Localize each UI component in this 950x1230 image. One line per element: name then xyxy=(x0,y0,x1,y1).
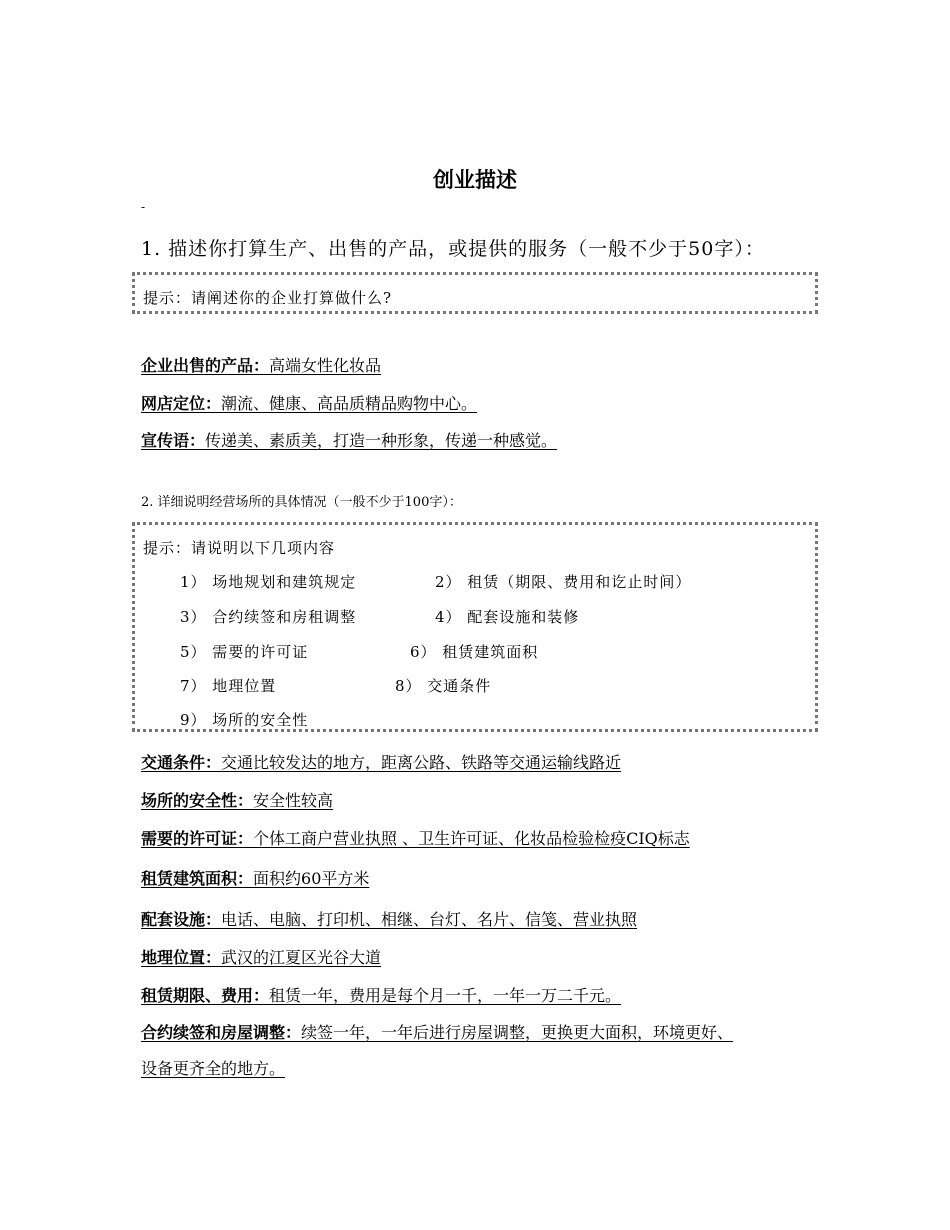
license-value: 个体工商户营业执照 、卫生许可证、化妆品检验检疫CIQ标志 xyxy=(253,829,690,848)
hint-item: 2） 租赁（期限、费用和讫止时间） xyxy=(435,573,692,591)
positioning-line xyxy=(141,391,477,414)
hint-item: 1） 场地规划和建筑规定 xyxy=(180,573,357,591)
question-1: 1. 描述你打算生产、出售的产品，或提供的服务（一般不少于50字）： xyxy=(141,238,765,260)
product-line xyxy=(141,353,381,376)
question-2: 2. 详细说明经营场所的具体情况（一般不少于100字）： xyxy=(141,495,462,510)
product-value: 高端女性化妆品 xyxy=(269,356,382,375)
hint-item: 6） 租赁建筑面积 xyxy=(410,643,539,661)
renewal-line xyxy=(141,1020,733,1043)
hint-item: 5） 需要的许可证 xyxy=(180,643,309,661)
lease-label: 租赁期限、费用： xyxy=(141,986,270,1005)
renewal-continuation: 设备更齐全的地方。 xyxy=(141,1059,286,1078)
renewal-label: 合约续签和房屋调整： xyxy=(141,1023,302,1042)
traffic-label: 交通条件： xyxy=(141,753,222,772)
location-value: 武汉的江夏区光谷大道 xyxy=(221,948,382,967)
dash-mark: - xyxy=(141,200,146,214)
hint-intro: 提示：请说明以下几项内容 xyxy=(143,539,336,557)
area-label: 租赁建筑面积： xyxy=(141,869,254,888)
positioning-label: 网店定位： xyxy=(141,394,222,413)
renewal-value: 续签一年，一年后进行房屋调整，更换更大面积，环境更好、 xyxy=(301,1023,734,1042)
facilities-label: 配套设施： xyxy=(141,910,222,929)
hint-item: 3） 合约续签和房租调整 xyxy=(180,608,357,626)
lease-line xyxy=(141,983,621,1006)
hint-box-1 xyxy=(132,272,818,314)
facilities-line xyxy=(141,907,637,930)
positioning-value: 潮流、健康、高品质精品购物中心。 xyxy=(221,394,478,413)
hint-item: 8） 交通条件 xyxy=(395,677,492,695)
hint-box-2 xyxy=(132,522,818,732)
facilities-value: 电话、电脑、打印机、相继、台灯、名片、信笺、营业执照 xyxy=(221,910,638,929)
hint-text-1: 提示：请阐述你的企业打算做什么? xyxy=(143,289,393,307)
slogan-line xyxy=(141,428,557,451)
product-label: 企业出售的产品： xyxy=(141,356,270,375)
traffic-line xyxy=(141,750,621,773)
safety-value: 安全性较高 xyxy=(253,791,334,810)
hint-item: 4） 配套设施和装修 xyxy=(435,608,580,626)
hint-item: 7） 地理位置 xyxy=(180,677,277,695)
safety-line xyxy=(141,788,333,811)
license-label: 需要的许可证： xyxy=(141,829,254,848)
slogan-label: 宣传语： xyxy=(141,431,206,450)
license-line xyxy=(141,826,690,849)
area-line xyxy=(141,866,369,889)
location-label: 地理位置： xyxy=(141,948,222,967)
page-title: 创业描述 xyxy=(433,168,517,192)
hint-item: 9） 场所的安全性 xyxy=(180,711,309,729)
location-line xyxy=(141,945,381,968)
safety-label: 场所的安全性： xyxy=(141,791,254,810)
slogan-value: 传递美、素质美，打造一种形象，传递一种感觉。 xyxy=(205,431,558,450)
lease-value: 租赁一年，费用是每个月一千，一年一万二千元。 xyxy=(269,986,622,1005)
area-value: 面积约60平方米 xyxy=(253,869,370,888)
traffic-value: 交通比较发达的地方，距离公路、铁路等交通运输线路近 xyxy=(221,753,622,772)
